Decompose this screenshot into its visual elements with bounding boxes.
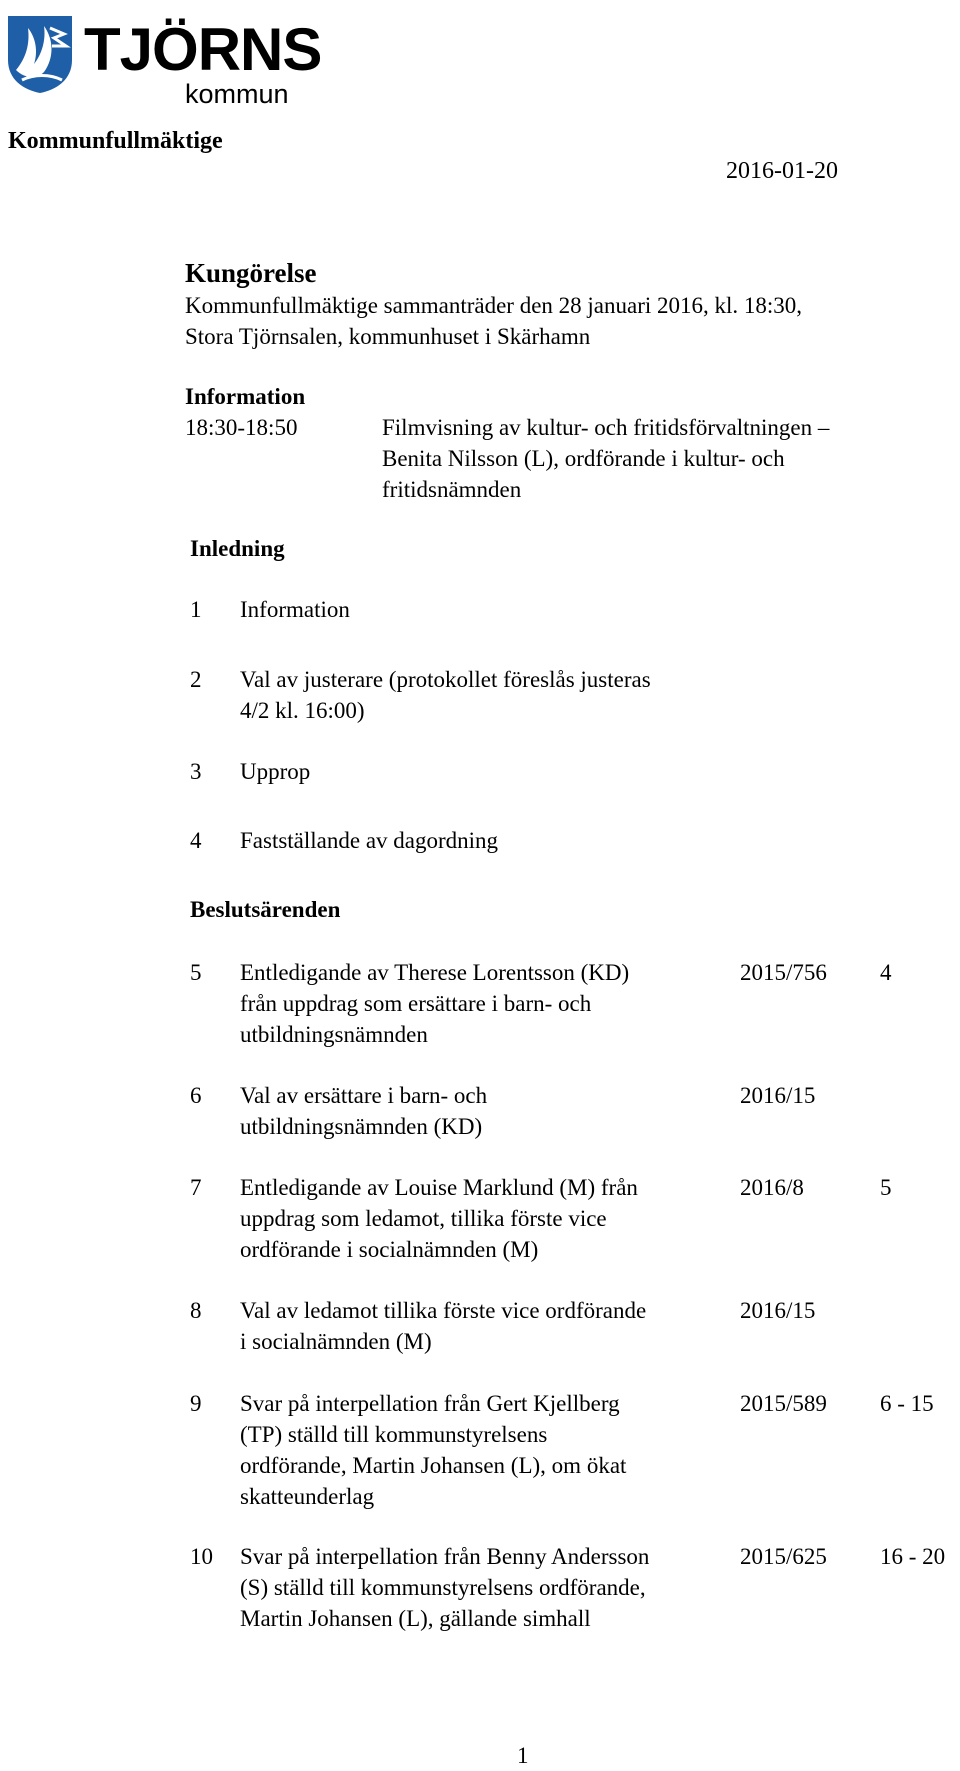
page-number: 1 <box>517 1743 529 1768</box>
information-text <box>382 412 829 505</box>
agenda-title-line: (TP) ställd till kommunstyrelsens <box>240 1422 548 1447</box>
department-name: Kommunfullmäktige <box>8 128 223 154</box>
agenda-title-line: 4/2 kl. 16:00) <box>240 698 365 723</box>
diary-number: 2015/625 <box>740 1544 827 1569</box>
beslutsarenden-heading: Beslutsärenden <box>190 897 341 922</box>
agenda-title <box>240 756 310 787</box>
tjorn-logo <box>6 14 322 109</box>
agenda-title-line: Svar på interpellation från Benny Andersson <box>240 1544 650 1569</box>
agenda-title <box>240 1080 487 1142</box>
information-heading: Information <box>185 384 306 409</box>
agenda-title <box>240 825 498 856</box>
agenda-number: 8 <box>190 1298 202 1323</box>
agenda-title-line: Upprop <box>240 759 311 784</box>
agenda-number: 7 <box>190 1175 202 1200</box>
information-time: 18:30-18:50 <box>185 415 298 440</box>
agenda-number: 2 <box>190 667 202 692</box>
agenda-number: 4 <box>190 828 202 853</box>
agenda-number: 1 <box>190 597 202 622</box>
kungorelse-line: Stora Tjörnsalen, kommunhuset i Skärhamn <box>185 324 591 349</box>
agenda-title-line: Entledigande av Louise Marklund (M) från <box>240 1175 638 1200</box>
agenda-title-line: Information <box>240 597 350 622</box>
agenda-title-line: Svar på interpellation från Gert Kjellberg <box>240 1391 620 1416</box>
information-line: Filmvisning av kultur- och fritidsförvaltningen – <box>382 415 830 440</box>
agenda-number: 10 <box>190 1544 213 1569</box>
page-reference: 4 <box>880 960 892 985</box>
agenda-number: 3 <box>190 759 202 784</box>
diary-number: 2016/15 <box>740 1083 816 1108</box>
agenda-title <box>240 1388 626 1512</box>
diary-number: 2016/8 <box>740 1175 804 1200</box>
logo-subtitle: kommun <box>185 79 289 109</box>
agenda-title-line: ordförande i socialnämnden (M) <box>240 1237 539 1262</box>
diary-number: 2015/589 <box>740 1391 827 1416</box>
agenda-title-line: utbildningsnämnden <box>240 1022 428 1047</box>
agenda-number: 5 <box>190 960 202 985</box>
agenda-title-line: i socialnämnden (M) <box>240 1329 432 1354</box>
page-reference: 6 - 15 <box>880 1391 934 1416</box>
agenda-title-line: Val av ersättare i barn- och <box>240 1083 488 1108</box>
inledning-heading: Inledning <box>190 536 285 561</box>
kungorelse-line: Kommunfullmäktige sammanträder den 28 januari 2016, kl. 18:30, <box>185 293 803 318</box>
agenda-title-line: Entledigande av Therese Lorentsson (KD) <box>240 960 630 985</box>
logo-name: TJÖRNS <box>84 16 322 83</box>
agenda-title-line: Martin Johansen (L), gällande simhall <box>240 1606 591 1631</box>
information-line: Benita Nilsson (L), ordförande i kultur- och <box>382 446 785 471</box>
agenda-title-line: uppdrag som ledamot, tillika förste vice <box>240 1206 607 1231</box>
agenda-title <box>240 1295 646 1357</box>
agenda-title-line: Val av justerare (protokollet föreslås justeras <box>240 667 651 692</box>
agenda-number: 9 <box>190 1391 202 1416</box>
agenda-title <box>240 594 350 625</box>
agenda-title-line: utbildningsnämnden (KD) <box>240 1114 483 1139</box>
kungorelse-title: Kungörelse <box>185 258 317 288</box>
page-reference: 5 <box>880 1175 892 1200</box>
agenda-title <box>240 664 651 726</box>
agenda-title-line: Val av ledamot tillika förste vice ordförande <box>240 1298 647 1323</box>
agenda-title <box>240 1172 638 1265</box>
agenda-title-line: skatteunderlag <box>240 1484 375 1509</box>
agenda-title-line: ordförande, Martin Johansen (L), om ökat <box>240 1453 627 1478</box>
agenda-title-line: (S) ställd till kommunstyrelsens ordförande, <box>240 1575 646 1600</box>
agenda-title <box>240 1541 649 1634</box>
agenda-title-line: Fastställande av dagordning <box>240 828 499 853</box>
agenda-number: 6 <box>190 1083 202 1108</box>
diary-number: 2016/15 <box>740 1298 816 1323</box>
information-line: fritidsnämnden <box>382 477 522 502</box>
page-reference: 16 - 20 <box>880 1544 946 1569</box>
agenda-title <box>240 957 629 1050</box>
coat-of-arms-icon <box>6 14 74 94</box>
document-date: 2016-01-20 <box>726 158 838 184</box>
agenda-title-line: från uppdrag som ersättare i barn- och <box>240 991 592 1016</box>
diary-number: 2015/756 <box>740 960 827 985</box>
